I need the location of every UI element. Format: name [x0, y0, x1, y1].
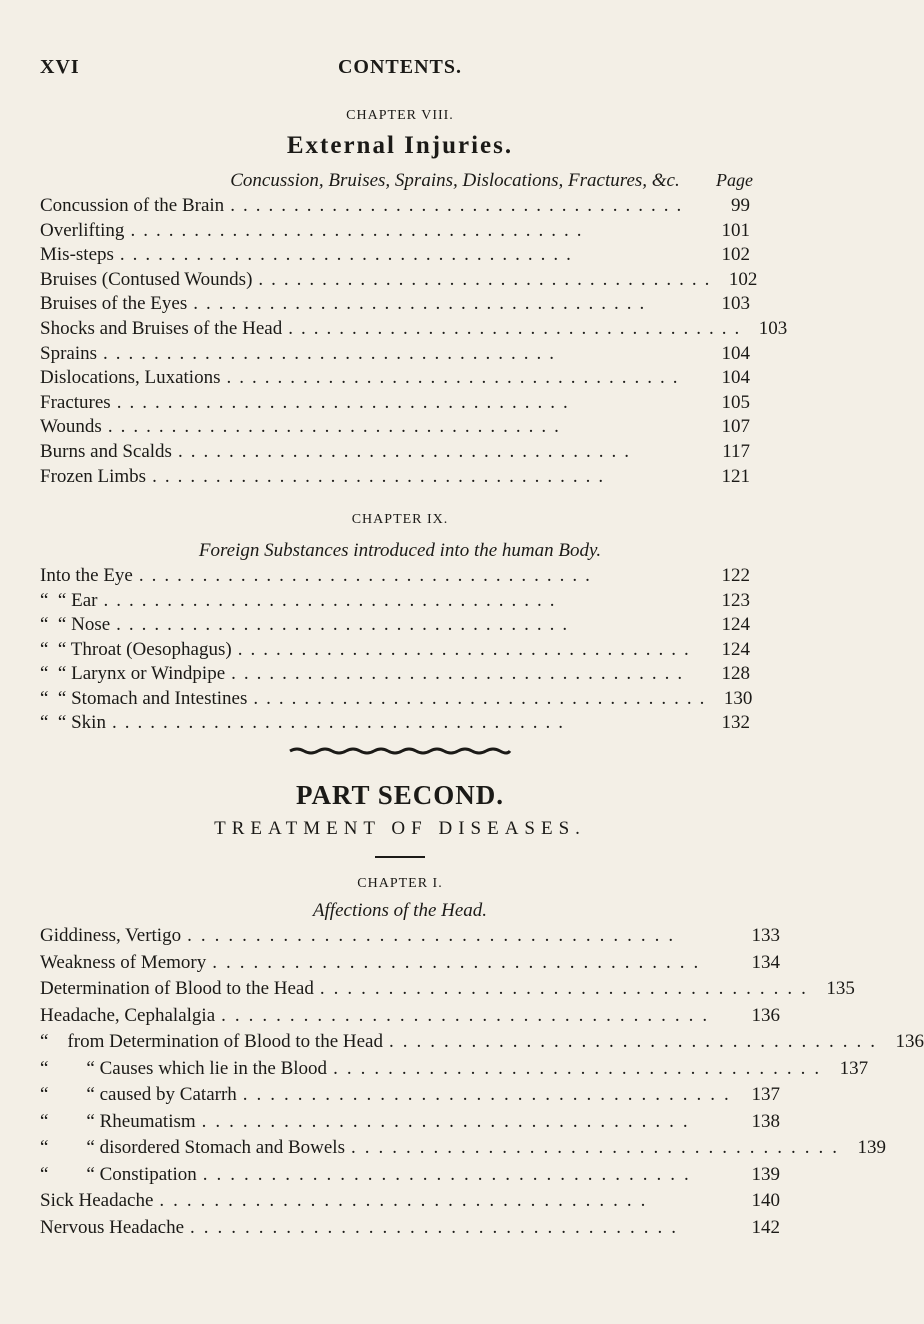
- toc-entry-page: 117: [722, 441, 750, 462]
- dot-leader: ....................................: [138, 565, 598, 586]
- toc-entry: [40, 243, 750, 267]
- toc-entry: [40, 662, 750, 686]
- toc-entry-label: Bruises (Contused Wounds): [40, 268, 253, 290]
- toc-entry-label: Giddiness, Vertigo: [40, 925, 182, 946]
- chapter-label: CHAPTER I.: [357, 876, 443, 891]
- toc-entry-label: “ “ Skin: [40, 712, 106, 733]
- part-title: PART SECOND.: [295, 780, 505, 810]
- toc-entry-page: 107: [721, 416, 750, 438]
- dot-leader: ....................................: [253, 687, 713, 709]
- chapter-subtitle: Foreign Substances introduced into the human Body.: [198, 540, 602, 561]
- dot-leader: ....................................: [202, 1163, 698, 1185]
- toc-entry: [40, 1057, 869, 1081]
- toc-entry-page: 101: [721, 219, 750, 241]
- toc-entry: [40, 951, 780, 975]
- toc-entry: [40, 292, 750, 316]
- toc-entry-label: “ “ Nose: [40, 614, 111, 635]
- toc-entry-page: 133: [751, 925, 780, 946]
- toc-entry-label: Dislocations, Luxations: [40, 367, 221, 389]
- toc-entry: [40, 268, 758, 292]
- toc-entry-page: 132: [721, 712, 750, 733]
- toc-entry-page: 138: [751, 1110, 780, 1132]
- dot-leader: ....................................: [350, 1137, 846, 1158]
- toc-entry: [40, 1189, 780, 1213]
- toc-entry-label: “ “ Larynx or Windpipe: [40, 663, 226, 684]
- toc-entry: [40, 564, 750, 588]
- dot-leader: ....................................: [193, 293, 653, 315]
- page-title: CONTENTS.: [337, 56, 463, 78]
- toc-entry: [40, 613, 750, 637]
- toc-entry-page: 122: [721, 565, 750, 586]
- toc-entry-label: “ “ disordered Stomach and Bowels: [40, 1137, 345, 1158]
- toc-entry-label: “ from Determination of Blood to the Head: [40, 1031, 383, 1052]
- toc-entry: [40, 366, 750, 390]
- toc-entry: [40, 589, 750, 613]
- toc-entry-page: 103: [721, 293, 750, 315]
- dot-leader: ....................................: [159, 1190, 655, 1211]
- toc-entry-page: 105: [721, 391, 750, 413]
- toc-entry-label: Nervous Headache: [40, 1216, 185, 1238]
- dot-leader: ....................................: [230, 195, 690, 216]
- dot-leader: ....................................: [226, 367, 686, 389]
- dot-leader: ....................................: [319, 978, 815, 999]
- toc-entry: [40, 317, 788, 341]
- toc-entry: [40, 1136, 886, 1160]
- toc-entry-page: 123: [721, 589, 750, 611]
- toc-entry-page: 102: [728, 268, 758, 290]
- toc-entry: [40, 415, 750, 439]
- toc-entry-page: 128: [721, 663, 750, 684]
- chapter-label: CHAPTER IX.: [351, 512, 449, 527]
- toc-entry-label: “ “ caused by Catarrh: [40, 1084, 237, 1105]
- toc-entry: [40, 1110, 780, 1134]
- dot-leader: ....................................: [107, 416, 567, 438]
- toc-entry-label: “ “ Causes which lie in the Blood: [40, 1057, 328, 1079]
- dot-leader: ....................................: [201, 1110, 697, 1132]
- dot-leader: ....................................: [242, 1084, 738, 1105]
- dot-leader: ....................................: [221, 1004, 717, 1026]
- toc-entry-page: 99: [731, 195, 750, 216]
- toc-entry-page: 104: [721, 367, 750, 389]
- toc-entry-page: 124: [721, 614, 750, 635]
- dot-leader: ....................................: [258, 268, 718, 290]
- toc-entry: [40, 1163, 780, 1187]
- chapter-title: External Injuries.: [286, 132, 514, 159]
- toc-entry-page: 104: [721, 342, 750, 364]
- toc-entry: [40, 1216, 780, 1240]
- toc-entry-label: “ “ Ear: [40, 589, 98, 611]
- toc-entry: [40, 440, 750, 464]
- toc-entry-label: Determination of Blood to the Head: [40, 978, 314, 999]
- chapter-subtitle: Affections of the Head.: [312, 900, 488, 921]
- part-subtitle: TREATMENT OF DISEASES.: [214, 818, 586, 839]
- dot-leader: ....................................: [333, 1057, 829, 1079]
- dot-leader: ....................................: [103, 589, 563, 611]
- toc-entry-page: 137: [839, 1057, 869, 1079]
- dot-leader: ....................................: [190, 1216, 686, 1238]
- toc-entry-label: Headache, Cephalalgia: [40, 1004, 216, 1026]
- toc-entry: [40, 638, 750, 662]
- toc-entry: [40, 219, 750, 243]
- toc-entry: [40, 687, 753, 711]
- toc-entry: [40, 194, 750, 218]
- toc-entry: [40, 711, 750, 735]
- toc-entry-page: 142: [751, 1216, 780, 1238]
- toc-entry-label: Concussion of the Brain: [40, 195, 225, 216]
- ornamental-divider: [290, 747, 510, 755]
- toc-entry: [40, 342, 750, 366]
- dot-leader: ....................................: [177, 441, 637, 462]
- toc-entry-label: Fractures: [40, 391, 111, 413]
- toc-entry-page: 139: [857, 1137, 886, 1158]
- dot-leader: ....................................: [116, 614, 576, 635]
- toc-entry: [40, 977, 855, 1001]
- page-header: [40, 56, 760, 86]
- dot-leader: ....................................: [152, 465, 612, 487]
- dot-leader: ....................................: [111, 712, 571, 733]
- dot-leader: ....................................: [237, 638, 697, 660]
- dot-leader: ....................................: [130, 219, 590, 241]
- toc-entry-page: 124: [721, 638, 750, 660]
- dot-leader: ....................................: [187, 925, 683, 946]
- toc-entry-label: Sprains: [40, 342, 97, 364]
- dot-leader: ....................................: [116, 391, 576, 413]
- toc-entry-label: Shocks and Bruises of the Head: [40, 318, 283, 339]
- toc-entry-label: Frozen Limbs: [40, 465, 147, 487]
- toc-entry-label: Wounds: [40, 416, 102, 438]
- toc-entry: [40, 465, 750, 489]
- toc-entry-page: 136: [751, 1004, 780, 1026]
- toc-entry-page: 121: [721, 465, 750, 487]
- toc-entry: [40, 1004, 780, 1028]
- dot-leader: ....................................: [119, 244, 579, 266]
- toc-entry: [40, 924, 780, 948]
- toc-entry: [40, 1030, 924, 1054]
- toc-entry-label: Into the Eye: [40, 565, 133, 586]
- toc-entry-label: Sick Headache: [40, 1190, 154, 1211]
- dot-leader: ....................................: [231, 663, 691, 684]
- toc-entry-page: 139: [751, 1163, 780, 1185]
- dot-leader: ....................................: [288, 318, 748, 339]
- toc-entry-page: 134: [751, 951, 780, 973]
- toc-entry-page: 103: [758, 318, 788, 339]
- toc-entry-page: 135: [826, 978, 855, 999]
- toc-entry-label: “ “ Stomach and Intestines: [40, 687, 248, 709]
- page-column-heading: Page: [716, 170, 753, 190]
- toc-entry-page: 130: [723, 687, 753, 709]
- dot-leader: ....................................: [103, 342, 562, 364]
- toc-entry-page: 137: [751, 1084, 780, 1105]
- toc-entry-label: Overlifting: [40, 219, 125, 241]
- page-number: XVI: [40, 56, 80, 78]
- toc-entry-label: Weakness of Memory: [40, 951, 207, 973]
- toc-entry-label: “ “ Constipation: [40, 1163, 197, 1185]
- toc-entry-page: 136: [895, 1031, 924, 1052]
- dot-leader: ....................................: [212, 951, 708, 973]
- toc-entry-page: 140: [751, 1190, 780, 1211]
- toc-entry-page: 102: [721, 244, 750, 266]
- chapter-subtitle: Concussion, Bruises, Sprains, Dislocations, Fractures, &c.: [230, 170, 680, 191]
- chapter-label: CHAPTER VIII.: [346, 108, 454, 123]
- toc-entry: [40, 391, 750, 415]
- section-rule: [375, 856, 425, 858]
- dot-leader: ....................................: [388, 1031, 884, 1052]
- toc-entry: [40, 1083, 780, 1107]
- toc-entry-label: Bruises of the Eyes: [40, 293, 188, 315]
- toc-entry-label: “ “ Throat (Oesophagus): [40, 638, 232, 660]
- toc-entry-label: Burns and Scalds: [40, 441, 172, 462]
- toc-entry-label: “ “ Rheumatism: [40, 1110, 196, 1132]
- toc-entry-label: Mis-steps: [40, 244, 114, 266]
